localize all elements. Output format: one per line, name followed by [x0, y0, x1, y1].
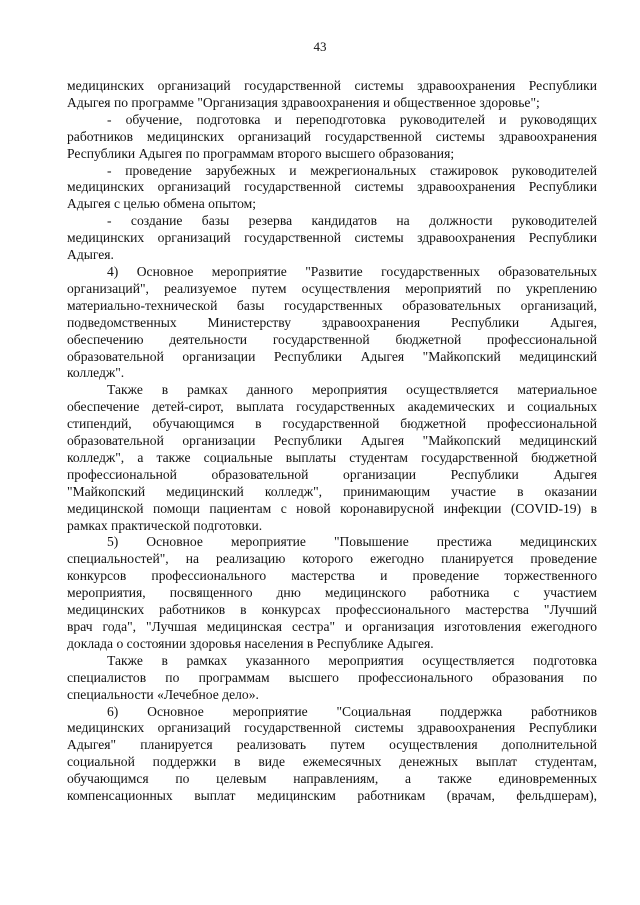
- text-line: - обучение, подготовка и переподготовка руководителей и руководящих: [107, 111, 597, 127]
- text-line: медицинских организаций государственной системы здравоохранения Республики: [67, 230, 597, 246]
- text-line: - проведение зарубежных и межрегиональных стажировок руководителей: [107, 162, 597, 178]
- text-line: Адыгея" планируется реализовать путем осуществления дополнительной: [67, 737, 597, 753]
- text-line: Адыгея с целью обмена опытом;: [67, 196, 257, 212]
- text-line: доклада о состоянии здоровья населения в Республике Адыгея.: [67, 635, 434, 651]
- text-line: 6) Основное мероприятие "Социальная поддержка работников: [107, 703, 597, 719]
- text-line: 5) Основное мероприятие "Повышение престижа медицинских: [107, 534, 597, 550]
- text-line: образовательной организации Республики Адыгея "Майкопский медицинский: [67, 433, 597, 449]
- text-line: медицинских работников в конкурсах профессионального мастерства "Лучший: [67, 602, 597, 618]
- text-line: Адыгея.: [67, 247, 114, 263]
- text-line: "Майкопский медицинский колледж", принимающим участие в оказании: [67, 483, 597, 499]
- text-line: врач года", "Лучшая медицинская сестра" и организация изготовления ежегодного: [67, 619, 597, 634]
- text-line: стипендий, обучающимся в государственной бюджетной профессиональной: [67, 416, 597, 432]
- text-line: образовательной организации Республики Адыгея "Майкопский медицинский: [67, 348, 597, 364]
- text-line: Адыгея по программе "Организация здравоохранения и общественное здоровье";: [67, 94, 540, 110]
- text-line: специалистов по программам высшего профессионального образования по: [67, 669, 597, 685]
- text-line: обеспечению деятельности государственной бюджетной профессиональной: [67, 331, 597, 347]
- text-line: медицинских организаций государственной системы здравоохранения Республики: [67, 720, 597, 736]
- text-line: обеспечение детей-сирот, выплата государственных академических и социальных: [67, 399, 597, 415]
- text-line: обучающимся по целевым направлениям, а также единовременных: [67, 771, 597, 787]
- text-line: колледж", а также социальные выплаты студентам государственной бюджетной: [67, 449, 597, 465]
- text-line: медицинских организаций государственной системы здравоохранения Республики: [67, 179, 597, 195]
- text-line: компенсационных выплат медицинским работникам (врачам, фельдшерам),: [67, 788, 597, 804]
- text-line: работников медицинских организаций государственной системы здравоохранения: [67, 128, 597, 144]
- text-line: - создание базы резерва кандидатов на должности руководителей: [107, 213, 597, 229]
- text-line: Республики Адыгея по программам второго высшего образования;: [67, 145, 455, 161]
- text-line: специальностей", на реализацию которого ежегодно планируется проведение: [67, 551, 597, 567]
- text-line: материально-технической базы государственных образовательных организаций,: [67, 297, 597, 313]
- page-number: 43: [313, 39, 327, 54]
- text-line: подведомственных Министерству здравоохранения Республики Адыгея,: [67, 314, 597, 330]
- text-line: медицинской помощи пациентам с новой коронавирусной инфекции (COVID-19) в: [67, 500, 597, 516]
- text-line: социальной поддержки в виде ежемесячных денежных выплат студентам,: [67, 754, 597, 770]
- text-line: профессиональной образовательной организации Республики Адыгея: [67, 466, 597, 482]
- document-body: [67, 78, 597, 805]
- text-line: специальности «Лечебное дело».: [67, 686, 259, 702]
- text-line: мероприятия, посвященного дню медицинского работника с участием: [67, 585, 597, 601]
- text-line: 4) Основное мероприятие "Развитие государственных образовательных: [107, 263, 597, 279]
- text-line: Также в рамках данного мероприятия осуществляется материальное: [107, 382, 597, 398]
- text-line: организаций", реализуемое путем осуществления мероприятий по укреплению: [67, 280, 597, 296]
- text-line: конкурсов профессионального мастерства и проведение торжественного: [67, 568, 597, 584]
- text-line: медицинских организаций государственной системы здравоохранения Республики: [67, 78, 597, 93]
- text-line: Также в рамках указанного мероприятия осуществляется подготовка: [107, 652, 597, 668]
- text-line: рамках практической подготовки.: [67, 517, 263, 533]
- text-line: колледж".: [67, 365, 125, 381]
